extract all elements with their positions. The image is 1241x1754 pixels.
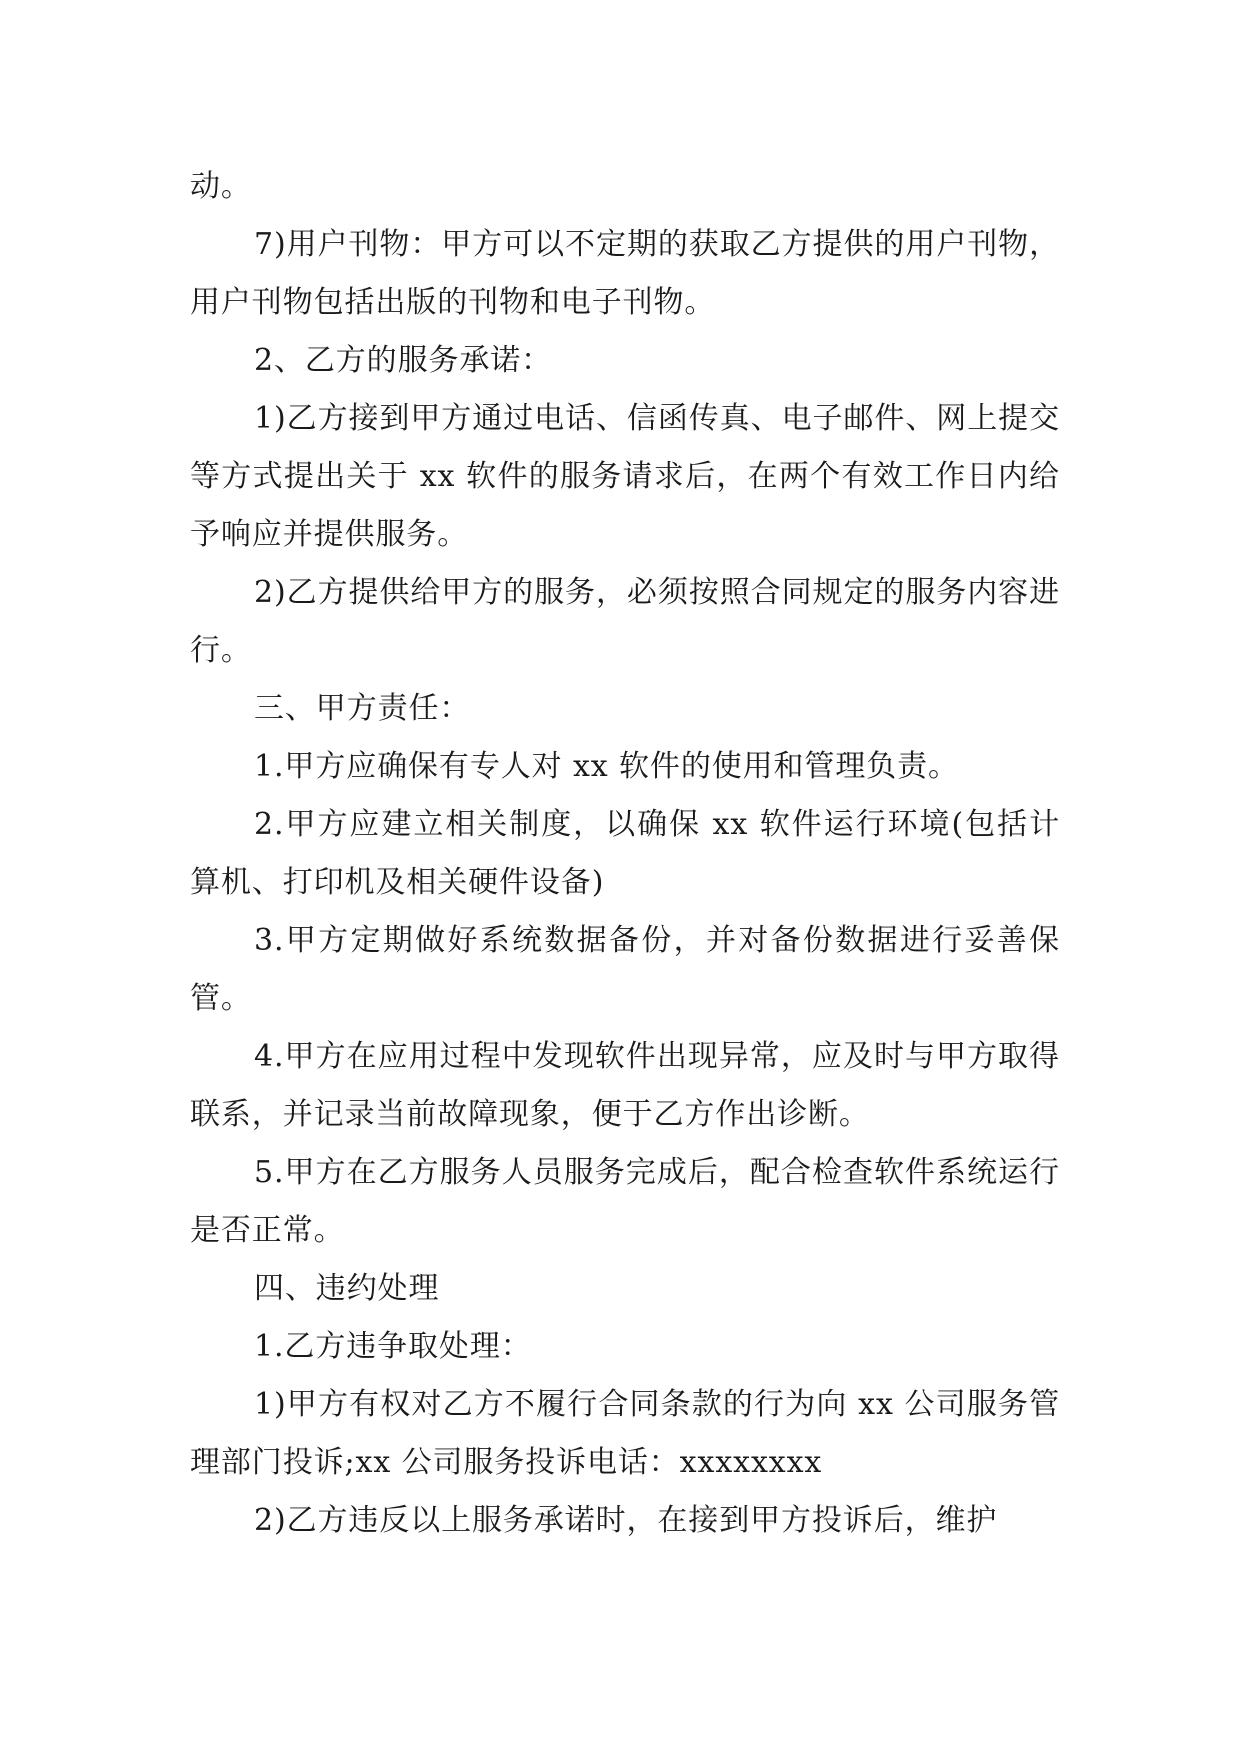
paragraph-user-publications: 7)用户刊物：甲方可以不定期的获取乙方提供的用户刊物，用户刊物包括出版的刊物和电子刊物。 (190, 227, 1060, 320)
paragraph-breach-1-2: 2)乙方违反以上服务承诺时，在接到甲方投诉后，维护 (254, 1503, 998, 1538)
heading-service-commitment: 2、乙方的服务承诺： (254, 343, 553, 378)
paragraph-commitment-2: 2)乙方提供给甲方的服务，必须按照合同规定的服务内容进行。 (190, 575, 1060, 668)
paragraph-breach-1: 1.乙方违争取处理： (254, 1329, 532, 1364)
paragraph-responsibility-2: 2.甲方应建立相关制度，以确保 xx 软件运行环境(包括计算机、打印机及相关硬件设备) (190, 807, 1060, 900)
paragraph-responsibility-3: 3.甲方定期做好系统数据备份，并对备份数据进行妥善保管。 (190, 923, 1060, 1016)
paragraph-breach-1-1: 1)甲方有权对乙方不履行合同条款的行为向 xx 公司服务管理部门投诉;xx 公司服务投诉电话：xxxxxxxx (190, 1387, 1060, 1480)
paragraph-responsibility-4: 4.甲方在应用过程中发现软件出现异常，应及时与甲方取得联系，并记录当前故障现象，便于乙方作出诊断。 (190, 1039, 1060, 1132)
heading-party-a-responsibility: 三、甲方责任： (254, 691, 471, 726)
paragraph-responsibility-1: 1.甲方应确保有专人对 xx 软件的使用和管理负责。 (254, 749, 959, 784)
document-body (190, 158, 1060, 1550)
paragraph-commitment-1: 1)乙方接到甲方通过电话、信函传真、电子邮件、网上提交等方式提出关于 xx 软件的服务请求后，在两个有效工作日内给予响应并提供服务。 (190, 401, 1060, 552)
paragraph-responsibility-5: 5.甲方在乙方服务人员服务完成后，配合检查软件系统运行是否正常。 (190, 1155, 1060, 1248)
paragraph-continuation: 动。 (190, 169, 252, 204)
heading-breach-handling: 四、违约处理 (254, 1271, 440, 1306)
